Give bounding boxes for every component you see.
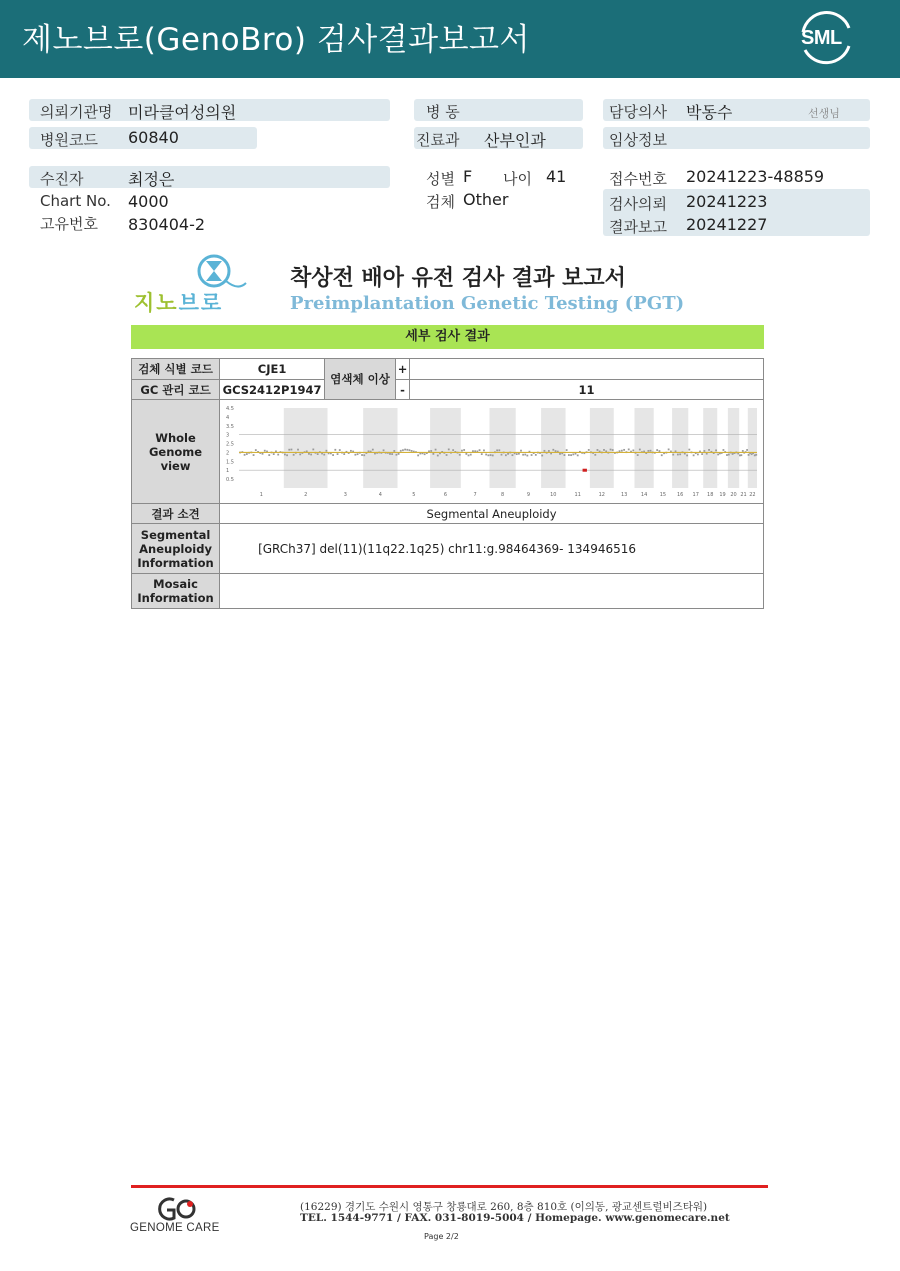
report-header — [0, 0, 900, 78]
copy-number-point — [467, 455, 469, 457]
copy-number-point — [572, 453, 574, 455]
copy-number-point — [389, 453, 391, 455]
segmental-label-3: Information — [137, 555, 214, 570]
sml-logo — [795, 10, 857, 66]
copy-number-point — [623, 449, 625, 451]
copy-number-point — [568, 454, 570, 456]
copy-number-point — [636, 454, 638, 456]
copy-number-point — [554, 450, 556, 452]
mosaic-label — [132, 574, 220, 609]
report-title: 착상전 배아 유전 검사 결과 보고서 — [290, 266, 626, 291]
copy-number-point — [638, 449, 640, 451]
genome-view-cell — [220, 400, 764, 504]
specimen-label: 검체 — [426, 193, 455, 211]
copy-number-point — [423, 453, 425, 455]
copy-number-point — [632, 449, 634, 451]
x-tick-label: 17 — [692, 492, 699, 498]
chromosome-band — [541, 408, 565, 488]
copy-number-point — [397, 453, 399, 455]
copy-number-point — [332, 454, 334, 456]
copy-number-point — [469, 454, 471, 456]
sample-code-value: CJE1 — [220, 359, 325, 380]
copy-number-point — [755, 454, 757, 456]
x-tick-label: 22 — [748, 492, 756, 498]
minus-value: 11 — [410, 380, 764, 400]
copy-number-point — [458, 454, 460, 456]
copy-number-point — [741, 450, 743, 452]
genome-label-1: Whole — [155, 430, 196, 445]
copy-number-point — [649, 450, 651, 452]
copy-number-point — [268, 454, 270, 456]
y-tick-label: 3 — [225, 432, 229, 439]
copy-number-point — [491, 455, 493, 457]
copy-number-point — [447, 448, 449, 450]
copy-number-point — [603, 449, 605, 451]
copy-number-point — [701, 453, 703, 455]
copy-number-point — [284, 454, 286, 456]
copy-number-point — [565, 449, 567, 451]
copy-number-point — [507, 453, 509, 455]
copy-number-point — [474, 450, 476, 452]
copy-number-point — [703, 450, 705, 452]
copy-number-point — [292, 454, 294, 456]
age-value: 41 — [546, 167, 567, 186]
copy-number-point — [245, 453, 247, 455]
copy-number-point — [676, 454, 678, 456]
copy-number-point — [478, 449, 480, 451]
plus-sign: + — [396, 359, 410, 380]
copy-number-point — [505, 454, 507, 456]
chromosome-band — [283, 408, 327, 488]
copy-number-point — [343, 453, 345, 455]
page-number: Page 2/2 — [424, 1232, 459, 1241]
x-tick-label: 3 — [343, 492, 347, 498]
copy-number-point — [434, 449, 436, 451]
footer-address: (16229) 경기도 수원시 영통구 창룡대로 260, 8층 810호 (이의동, 광교센트럴비즈타워) — [300, 1201, 708, 1213]
genobro-logo — [134, 253, 254, 315]
x-tick-label: 1 — [259, 492, 263, 498]
copy-number-point — [656, 449, 658, 451]
specimen-value: Other — [463, 190, 509, 209]
copy-number-point — [312, 449, 314, 451]
chromosome-band — [747, 408, 756, 488]
x-tick-label: 8 — [500, 492, 504, 498]
y-tick-label: 1 — [225, 468, 229, 475]
x-tick-label: 4 — [378, 492, 382, 498]
copy-number-point — [243, 454, 245, 456]
copy-number-point — [325, 450, 327, 452]
copy-number-point — [408, 449, 410, 451]
copy-number-point — [261, 453, 263, 455]
sex-label: 성별 — [426, 170, 455, 188]
request-label: 검사의뢰 — [609, 195, 667, 213]
copy-number-point — [487, 454, 489, 456]
x-tick-label: 14 — [640, 492, 647, 498]
x-tick-label: 12 — [598, 492, 605, 498]
copy-number-point — [688, 449, 690, 451]
copy-number-point — [299, 453, 301, 455]
gc-code-value: GCS2412P1947 — [220, 380, 325, 400]
x-tick-label: 2 — [303, 492, 307, 498]
segmental-label — [132, 524, 220, 574]
unique-id-value: 830404-2 — [128, 215, 206, 234]
mosaic-label-2: Information — [137, 591, 214, 605]
copy-number-point — [620, 450, 622, 452]
sample-code-label: 검체 식별 코드 — [132, 359, 220, 380]
chromosome-band — [489, 408, 515, 488]
clinical-label: 임상정보 — [609, 131, 667, 149]
sex-value: F — [463, 167, 473, 186]
copy-number-point — [480, 453, 482, 455]
copy-number-point — [524, 454, 526, 456]
copy-number-point — [286, 454, 288, 456]
copy-number-point — [254, 449, 256, 451]
mosaic-label-1: Mosaic — [153, 577, 198, 591]
genobro-logo-text — [134, 287, 223, 317]
copy-number-point — [338, 449, 340, 451]
dept-label: 진료과 — [416, 131, 460, 149]
section-header: 세부 검사 결과 — [131, 325, 764, 349]
copy-number-point — [727, 454, 729, 456]
copy-number-point — [679, 453, 681, 455]
copy-number-point — [672, 454, 674, 456]
copy-number-point — [489, 454, 491, 456]
copy-number-point — [511, 454, 513, 456]
chromosome-band — [703, 408, 717, 488]
copy-number-point — [393, 450, 395, 452]
copy-number-point — [740, 454, 742, 456]
segmental-info-value: [GRCh37] del(11)(11q22.1q25) chr11:g.98464369- 134946516 — [220, 524, 764, 574]
copy-number-point — [541, 455, 543, 457]
finding-value: Segmental Aneuploidy — [220, 504, 764, 524]
copy-number-point — [272, 453, 274, 455]
copy-number-point — [356, 453, 358, 455]
copy-number-point — [530, 454, 532, 456]
segmental-label-1: Segmental — [140, 527, 211, 542]
copy-number-point — [432, 453, 434, 455]
genobro-logo-text-a: 지노 — [134, 291, 179, 315]
receipt-value: 20241223-48859 — [686, 167, 825, 186]
copy-number-point — [402, 449, 404, 451]
copy-number-point — [445, 454, 447, 456]
copy-number-point — [498, 449, 500, 451]
report-date-value: 20241227 — [686, 215, 768, 234]
copy-number-point — [717, 454, 719, 456]
copy-number-point — [310, 454, 312, 456]
unique-id-label: 고유번호 — [40, 215, 98, 233]
abnormal-label: 염색체 이상 — [325, 359, 396, 400]
table-row — [132, 524, 764, 574]
age-label: 나이 — [503, 170, 532, 188]
minus-sign: - — [396, 380, 410, 400]
report-header-title: 제노브로(GenoBro) 검사결과보고서 — [22, 22, 530, 58]
doctor-value: 박동수 — [686, 103, 733, 122]
copy-number-point — [667, 448, 669, 450]
genome-care-logo-text: GENOME CARE — [130, 1222, 220, 1234]
copy-number-point — [485, 454, 487, 456]
copy-number-point — [336, 453, 338, 455]
x-tick-label: 5 — [411, 492, 415, 498]
copy-number-point — [731, 453, 733, 455]
copy-number-point — [708, 449, 710, 451]
copy-number-point — [323, 454, 325, 456]
copy-number-point — [465, 453, 467, 455]
copy-number-point — [277, 454, 279, 456]
result-table — [131, 358, 764, 609]
y-tick-label: 2 — [225, 450, 229, 457]
copy-number-point — [496, 449, 498, 451]
x-tick-label: 20 — [729, 492, 737, 498]
copy-number-point — [483, 449, 485, 451]
y-tick-label: 0.5 — [225, 477, 234, 484]
copy-number-point — [518, 453, 520, 455]
x-tick-label: 15 — [659, 492, 666, 498]
doctor-suffix: 선생님 — [808, 107, 840, 120]
copy-number-point — [647, 450, 649, 452]
genome-care-logo-icon — [154, 1196, 214, 1222]
copy-number-point — [391, 453, 393, 455]
copy-number-point — [461, 450, 463, 452]
genome-view-label — [132, 400, 220, 504]
copy-number-point — [559, 453, 561, 455]
institution-value: 미라클여성의원 — [128, 103, 237, 122]
chart-no-label: Chart No. — [40, 192, 111, 210]
copy-number-point — [534, 454, 536, 456]
copy-number-point — [350, 450, 352, 452]
copy-number-point — [686, 455, 688, 457]
chromosome-band — [589, 408, 613, 488]
copy-number-point — [371, 449, 373, 451]
x-tick-label: 10 — [549, 492, 557, 498]
copy-number-point — [288, 449, 290, 451]
copy-number-point — [611, 449, 613, 451]
genome-label-2: Genome — [148, 444, 203, 459]
request-value: 20241223 — [686, 192, 768, 211]
footer-divider — [131, 1185, 768, 1188]
dept-value: 산부인과 — [484, 131, 546, 150]
copy-number-point — [609, 449, 611, 451]
gc-code-label: GC 관리 코드 — [132, 380, 220, 400]
copy-number-point — [410, 450, 412, 452]
copy-number-point — [722, 449, 724, 451]
copy-number-point — [570, 454, 572, 456]
copy-number-point — [361, 454, 363, 456]
y-tick-label: 2.5 — [225, 441, 234, 448]
plus-value — [410, 359, 764, 380]
copy-number-point — [263, 450, 265, 452]
chromosome-band — [363, 408, 397, 488]
copy-number-point — [746, 449, 748, 451]
copy-number-point — [548, 450, 550, 452]
copy-number-point — [436, 455, 438, 457]
copy-number-point — [660, 454, 662, 456]
receipt-label: 접수번호 — [609, 170, 667, 188]
x-tick-label: 16 — [676, 492, 683, 498]
ward-label: 병 동 — [426, 103, 460, 121]
chromosome-band — [634, 408, 653, 488]
copy-number-point — [382, 449, 384, 451]
copy-number-point — [618, 450, 620, 452]
segmental-label-2: Aneuploidy — [139, 541, 212, 556]
patient-label: 수진자 — [40, 170, 84, 188]
copy-number-point — [297, 449, 299, 451]
copy-number-point — [406, 449, 408, 451]
copy-number-point — [515, 453, 517, 455]
copy-number-point — [715, 449, 717, 451]
copy-number-point — [692, 454, 694, 456]
genome-care-logo — [128, 1196, 228, 1242]
copy-number-point — [697, 454, 699, 456]
x-tick-label: 11 — [574, 492, 581, 498]
doctor-label: 담당의사 — [609, 103, 667, 121]
copy-number-point — [290, 449, 292, 451]
y-tick-label: 4.5 — [225, 406, 234, 412]
copy-number-point — [522, 454, 524, 456]
copy-number-point — [500, 454, 502, 456]
copy-number-point — [747, 454, 749, 456]
copy-number-point — [472, 450, 474, 452]
chromosome-band — [430, 408, 461, 488]
copy-number-point — [587, 449, 589, 451]
x-tick-label: 7 — [473, 492, 477, 498]
genobro-logo-text-b: 브로 — [178, 291, 224, 315]
x-tick-label: 13 — [620, 492, 627, 498]
copy-number-point — [316, 453, 318, 455]
deletion-marker — [582, 469, 586, 472]
copy-number-point — [417, 455, 419, 457]
y-tick-label: 3.5 — [225, 423, 234, 430]
table-row — [132, 400, 764, 504]
copy-number-point — [463, 449, 465, 451]
report-subtitle: Preimplantation Genetic Testing (PGT) — [290, 293, 685, 314]
copy-number-point — [308, 453, 310, 455]
copy-number-point — [363, 454, 365, 456]
genome-label-3: view — [160, 458, 191, 473]
genome-view-chart — [223, 402, 761, 498]
mosaic-value — [220, 574, 764, 609]
finding-label: 결과 소견 — [132, 504, 220, 524]
copy-number-point — [452, 449, 454, 451]
copy-number-point — [354, 454, 356, 456]
x-tick-label: 18 — [706, 492, 713, 498]
copy-number-point — [576, 454, 578, 456]
copy-number-point — [594, 454, 596, 456]
footer-contact: TEL. 1544-9771 / FAX. 031-8019-5004 / Homepage. www.genomecare.net — [300, 1212, 730, 1224]
copy-number-point — [334, 449, 336, 451]
x-tick-label: 9 — [526, 492, 530, 498]
hospital-code-value: 60840 — [128, 128, 179, 147]
copy-number-point — [252, 454, 254, 456]
copy-number-point — [430, 450, 432, 452]
report-date-label: 결과보고 — [609, 218, 667, 236]
copy-number-point — [658, 450, 660, 452]
copy-number-point — [399, 450, 401, 452]
copy-number-point — [726, 454, 728, 456]
x-tick-label: 19 — [718, 492, 726, 498]
table-row — [132, 504, 764, 524]
table-row — [132, 574, 764, 609]
hospital-code-label: 병원코드 — [40, 131, 98, 149]
chromosome-band — [727, 408, 738, 488]
x-tick-label: 6 — [443, 492, 447, 498]
chromosome-band — [672, 408, 688, 488]
copy-number-point — [627, 448, 629, 450]
table-row — [132, 359, 764, 380]
x-tick-label: 21 — [739, 492, 747, 498]
copy-number-point — [563, 454, 565, 456]
chart-no-value: 4000 — [128, 192, 169, 211]
copy-number-point — [543, 450, 545, 452]
copy-number-point — [395, 454, 397, 456]
institution-label: 의뢰기관명 — [40, 103, 113, 121]
copy-number-point — [520, 450, 522, 452]
y-tick-label: 1.5 — [225, 459, 234, 466]
sml-logo-text: SML — [801, 27, 842, 49]
copy-number-point — [596, 449, 598, 451]
copy-number-point — [526, 455, 528, 457]
table-row — [132, 380, 764, 400]
copy-number-point — [404, 449, 406, 451]
y-tick-label: 4 — [225, 414, 229, 421]
patient-value: 최정은 — [128, 170, 175, 189]
copy-number-point — [552, 449, 554, 451]
